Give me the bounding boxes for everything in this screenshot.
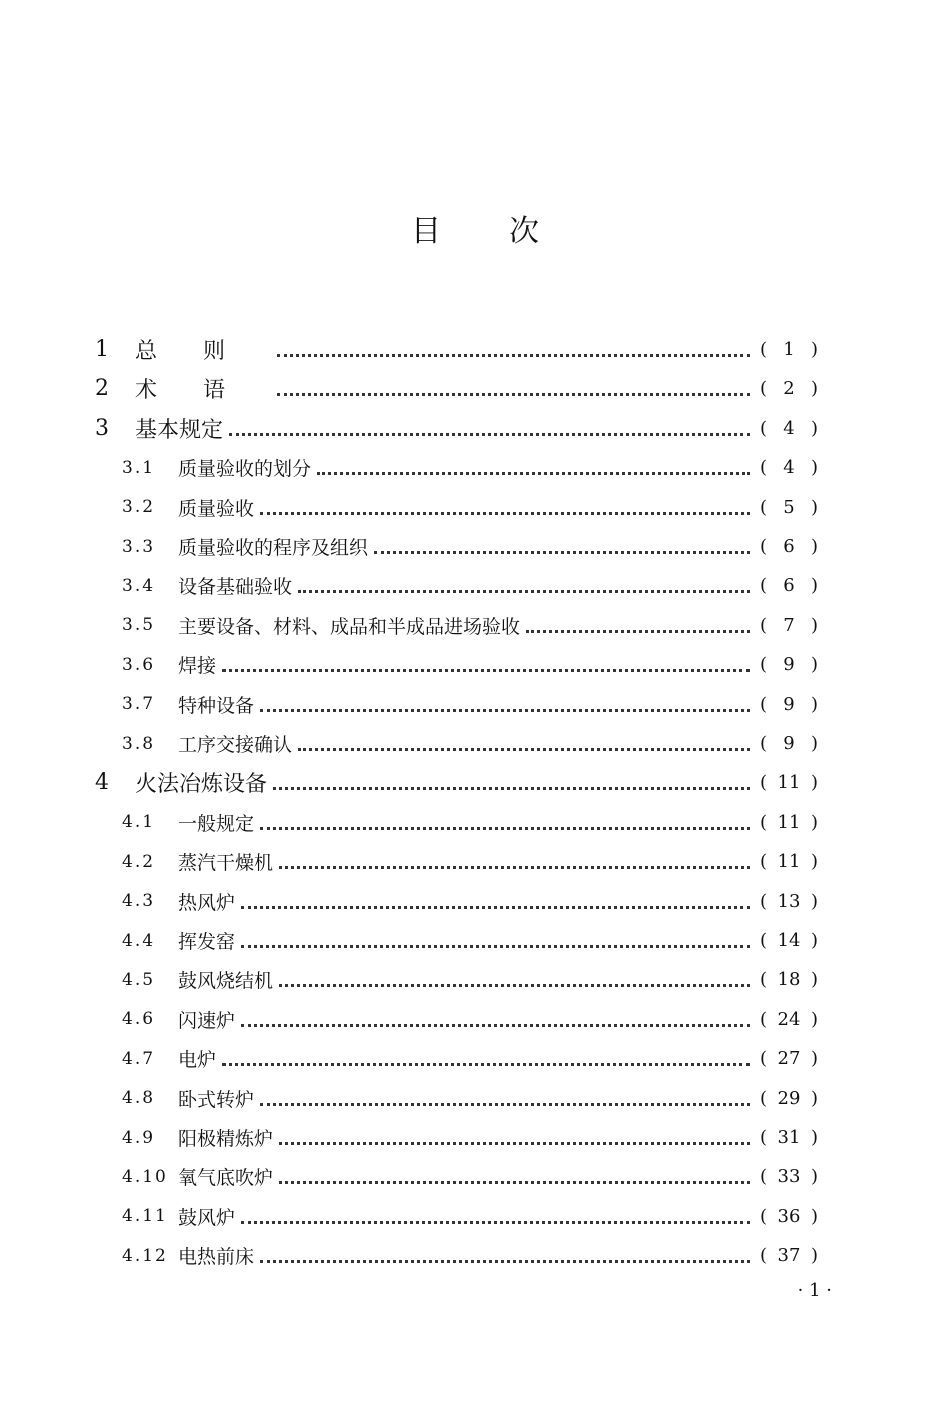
toc-dot-leader bbox=[279, 982, 750, 987]
toc-entry[interactable] bbox=[0, 566, 950, 605]
right-paren: ) bbox=[810, 1048, 818, 1070]
right-paren: ) bbox=[810, 1166, 818, 1188]
left-paren: ( bbox=[760, 811, 768, 833]
toc-entry-number: 4 bbox=[95, 770, 109, 796]
toc-entry-page bbox=[760, 1009, 818, 1030]
right-paren: ) bbox=[810, 1008, 818, 1030]
toc-page-value: 9 bbox=[783, 654, 795, 676]
toc-entry-title: 热风炉 bbox=[178, 888, 241, 915]
toc-entry-title: 卧式转炉 bbox=[178, 1085, 260, 1112]
right-paren: ) bbox=[810, 890, 818, 912]
toc-entry[interactable] bbox=[0, 1236, 950, 1275]
toc-entry-page bbox=[760, 536, 818, 557]
toc-entry-page bbox=[760, 457, 818, 478]
toc-entry-title: 质量验收的程序及组织 bbox=[178, 533, 374, 560]
toc-entry-title: 阳极精炼炉 bbox=[178, 1124, 279, 1151]
left-paren: ( bbox=[760, 654, 768, 676]
toc-page-value: 18 bbox=[777, 969, 801, 991]
toc-entry[interactable] bbox=[0, 685, 950, 724]
toc-entry[interactable] bbox=[0, 763, 950, 802]
left-paren: ( bbox=[760, 457, 768, 479]
toc-dot-leader bbox=[298, 588, 750, 593]
toc-entry[interactable] bbox=[0, 803, 950, 842]
toc-entry[interactable] bbox=[0, 1039, 950, 1078]
toc-entry-title: 鼓风炉 bbox=[178, 1203, 241, 1230]
toc-entry-title: 一般规定 bbox=[178, 809, 260, 836]
toc-page-value: 14 bbox=[777, 930, 801, 951]
toc-entry-page bbox=[760, 733, 818, 754]
toc-entry-title: 鼓风烧结机 bbox=[178, 966, 279, 993]
left-paren: ( bbox=[760, 1205, 768, 1227]
toc-page-value: 9 bbox=[783, 733, 795, 754]
right-paren: ) bbox=[810, 772, 818, 794]
toc-entry-number: 4.2 bbox=[122, 851, 156, 872]
left-paren: ( bbox=[760, 575, 768, 597]
toc-dot-leader bbox=[526, 628, 750, 633]
toc-entry-page bbox=[760, 615, 818, 636]
toc-entry-number: 3.1 bbox=[122, 457, 156, 478]
right-paren: ) bbox=[810, 1245, 818, 1267]
toc-entry-title: 焊接 bbox=[178, 651, 222, 678]
toc-entry-title: 火法冶炼设备 bbox=[135, 767, 273, 798]
toc-dot-leader bbox=[277, 352, 750, 357]
toc-entry-number: 4.8 bbox=[122, 1088, 156, 1109]
toc-page-value: 5 bbox=[783, 496, 795, 518]
toc-dot-leader bbox=[260, 1258, 750, 1263]
toc-entry-title: 术语 bbox=[135, 373, 277, 404]
toc-dot-leader bbox=[229, 431, 750, 436]
toc-entry-page bbox=[760, 1088, 818, 1109]
toc-entry-page bbox=[760, 378, 818, 399]
right-paren: ) bbox=[810, 851, 818, 873]
toc-entry[interactable] bbox=[0, 1000, 950, 1039]
toc-dot-leader bbox=[279, 1179, 750, 1184]
toc-entry[interactable] bbox=[0, 488, 950, 527]
right-paren: ) bbox=[810, 339, 818, 360]
left-paren: ( bbox=[760, 378, 768, 400]
toc-entry-number: 4.4 bbox=[122, 930, 156, 951]
toc-entry-title: 电炉 bbox=[178, 1045, 222, 1072]
toc-entry-page bbox=[760, 1245, 818, 1266]
toc-entry-page bbox=[760, 418, 818, 439]
toc-entry-number: 4.1 bbox=[122, 812, 156, 833]
right-paren: ) bbox=[810, 457, 818, 479]
right-paren: ) bbox=[810, 614, 818, 636]
toc-entry-number: 4.5 bbox=[122, 969, 156, 990]
toc-entry[interactable] bbox=[0, 882, 950, 921]
left-paren: ( bbox=[760, 614, 768, 636]
toc-entry-title: 蒸汽干燥机 bbox=[178, 848, 279, 875]
toc-entry-title: 质量验收的划分 bbox=[178, 454, 317, 481]
right-paren: ) bbox=[810, 930, 818, 951]
toc-entry-number: 4.10 bbox=[122, 1166, 168, 1187]
toc-entry-number: 3 bbox=[95, 415, 109, 441]
left-paren: ( bbox=[760, 339, 768, 360]
toc-dot-leader bbox=[241, 943, 750, 948]
toc-entry[interactable] bbox=[0, 527, 950, 566]
toc-entry-page bbox=[760, 339, 818, 360]
toc-entry-title: 闪速炉 bbox=[178, 1006, 241, 1033]
toc-entry-page bbox=[760, 812, 818, 833]
toc-entry-number: 3.8 bbox=[122, 733, 156, 754]
left-paren: ( bbox=[760, 1166, 768, 1188]
toc-entry-page bbox=[760, 930, 818, 951]
right-paren: ) bbox=[810, 378, 818, 400]
toc-page-value: 1 bbox=[783, 339, 795, 360]
toc-entry-number: 3.2 bbox=[122, 497, 156, 518]
toc-page-value: 7 bbox=[783, 614, 795, 636]
left-paren: ( bbox=[760, 417, 768, 439]
toc-entry-number: 3.3 bbox=[122, 536, 156, 557]
left-paren: ( bbox=[760, 930, 768, 951]
left-paren: ( bbox=[760, 733, 768, 754]
toc-dot-leader bbox=[241, 1022, 750, 1027]
toc-page-value: 24 bbox=[777, 1008, 801, 1030]
toc-entry-page bbox=[760, 969, 818, 990]
right-paren: ) bbox=[810, 417, 818, 439]
toc-entry-page bbox=[760, 694, 818, 715]
toc-entry-title: 主要设备、材料、成品和半成品进场验收 bbox=[178, 612, 526, 639]
toc-page-value: 9 bbox=[783, 693, 795, 715]
left-paren: ( bbox=[760, 536, 768, 557]
toc-entry-number: 1 bbox=[95, 337, 109, 362]
toc-dot-leader bbox=[260, 510, 750, 515]
left-paren: ( bbox=[760, 1127, 768, 1148]
toc-dot-leader bbox=[374, 549, 750, 554]
toc-entry-page bbox=[760, 772, 818, 793]
left-paren: ( bbox=[760, 496, 768, 518]
left-paren: ( bbox=[760, 772, 768, 794]
toc-dot-leader bbox=[241, 1219, 750, 1224]
toc-dot-leader bbox=[298, 746, 750, 751]
toc-entry[interactable] bbox=[0, 842, 950, 881]
right-paren: ) bbox=[810, 733, 818, 754]
toc-entry-number: 2 bbox=[95, 376, 109, 402]
toc-page-value: 31 bbox=[777, 1127, 801, 1148]
toc-entry-page bbox=[760, 1166, 818, 1187]
toc-page-value: 36 bbox=[777, 1205, 801, 1227]
right-paren: ) bbox=[810, 536, 818, 557]
toc-entry-page bbox=[760, 497, 818, 518]
left-paren: ( bbox=[760, 890, 768, 912]
toc-entry[interactable] bbox=[0, 1197, 950, 1236]
toc-entry-title: 电热前床 bbox=[178, 1242, 260, 1269]
toc-page-value: 6 bbox=[783, 536, 795, 557]
left-paren: ( bbox=[760, 1087, 768, 1109]
toc-page-value: 37 bbox=[777, 1245, 801, 1267]
right-paren: ) bbox=[810, 693, 818, 715]
toc-page-value: 11 bbox=[777, 772, 801, 794]
toc-dot-leader bbox=[260, 1101, 750, 1106]
toc-entry-number: 4.7 bbox=[122, 1048, 156, 1069]
toc-dot-leader bbox=[279, 1140, 750, 1145]
toc-entry[interactable] bbox=[0, 645, 950, 684]
toc-entry-number: 3.5 bbox=[122, 615, 156, 636]
left-paren: ( bbox=[760, 969, 768, 991]
toc-page-value: 33 bbox=[777, 1166, 801, 1188]
toc-dot-leader bbox=[260, 825, 750, 830]
toc-dot-leader bbox=[277, 391, 750, 396]
toc-dot-leader bbox=[222, 1061, 750, 1066]
left-paren: ( bbox=[760, 851, 768, 873]
toc-dot-leader bbox=[222, 667, 750, 672]
toc-entry-number: 3.6 bbox=[122, 654, 156, 675]
right-paren: ) bbox=[810, 1127, 818, 1148]
toc-entry[interactable] bbox=[0, 960, 950, 999]
toc-entry[interactable] bbox=[0, 724, 950, 763]
toc-dot-leader bbox=[279, 864, 750, 869]
toc-entry[interactable] bbox=[0, 448, 950, 487]
toc-entry-number: 3.4 bbox=[122, 575, 156, 596]
toc-entry[interactable] bbox=[0, 921, 950, 960]
toc-page-value: 29 bbox=[777, 1087, 801, 1109]
right-paren: ) bbox=[810, 654, 818, 676]
toc-entry-page bbox=[760, 891, 818, 912]
toc-page-value: 4 bbox=[783, 457, 795, 479]
toc-entry-page bbox=[760, 1048, 818, 1069]
page-title: 目次 bbox=[411, 214, 607, 249]
toc-page-value: 11 bbox=[777, 851, 801, 873]
toc-entry-page bbox=[760, 575, 818, 596]
left-paren: ( bbox=[760, 693, 768, 715]
page-number: · 1 · bbox=[797, 1280, 832, 1301]
toc-dot-leader bbox=[241, 904, 750, 909]
right-paren: ) bbox=[810, 1205, 818, 1227]
toc-entry[interactable] bbox=[0, 1079, 950, 1118]
right-paren: ) bbox=[810, 969, 818, 991]
right-paren: ) bbox=[810, 575, 818, 597]
toc-page-value: 2 bbox=[783, 378, 795, 400]
toc-entry-title: 设备基础验收 bbox=[178, 572, 298, 599]
toc-entry-title: 总则 bbox=[135, 334, 277, 365]
toc-dot-leader bbox=[317, 470, 750, 475]
toc-entry-title: 工序交接确认 bbox=[178, 730, 298, 757]
toc-entry[interactable] bbox=[0, 606, 950, 645]
right-paren: ) bbox=[810, 811, 818, 833]
toc-entry-number: 4.9 bbox=[122, 1127, 156, 1148]
toc-entry-page bbox=[760, 654, 818, 675]
toc-entry-page bbox=[760, 1127, 818, 1148]
toc-page-value: 6 bbox=[783, 575, 795, 597]
toc-page-value: 13 bbox=[777, 890, 801, 912]
toc-entry-title: 基本规定 bbox=[135, 413, 229, 444]
toc-entry-number: 4.11 bbox=[122, 1206, 168, 1227]
toc-entry[interactable] bbox=[0, 1118, 950, 1157]
toc-entry[interactable] bbox=[0, 1157, 950, 1196]
toc-entry-title: 挥发窑 bbox=[178, 927, 241, 954]
right-paren: ) bbox=[810, 496, 818, 518]
left-paren: ( bbox=[760, 1008, 768, 1030]
toc-entry-title: 氧气底吹炉 bbox=[178, 1163, 279, 1190]
toc-entry[interactable] bbox=[0, 330, 950, 369]
toc-entry-number: 4.6 bbox=[122, 1009, 156, 1030]
toc-page-value: 27 bbox=[777, 1048, 801, 1070]
toc-entry-number: 3.7 bbox=[122, 694, 156, 715]
left-paren: ( bbox=[760, 1048, 768, 1070]
toc-entry-page bbox=[760, 851, 818, 872]
toc-page-value: 11 bbox=[777, 811, 801, 833]
toc-entry-number: 4.12 bbox=[122, 1245, 168, 1266]
right-paren: ) bbox=[810, 1087, 818, 1109]
toc-entry-page bbox=[760, 1206, 818, 1227]
toc-entry-number: 4.3 bbox=[122, 891, 156, 912]
left-paren: ( bbox=[760, 1245, 768, 1267]
toc-entry-title: 质量验收 bbox=[178, 494, 260, 521]
toc-entry[interactable] bbox=[0, 409, 950, 448]
toc-page-value: 4 bbox=[783, 417, 795, 439]
toc-dot-leader bbox=[273, 785, 750, 790]
toc-entry[interactable] bbox=[0, 369, 950, 408]
toc-dot-leader bbox=[260, 707, 750, 712]
toc-entry-title: 特种设备 bbox=[178, 691, 260, 718]
